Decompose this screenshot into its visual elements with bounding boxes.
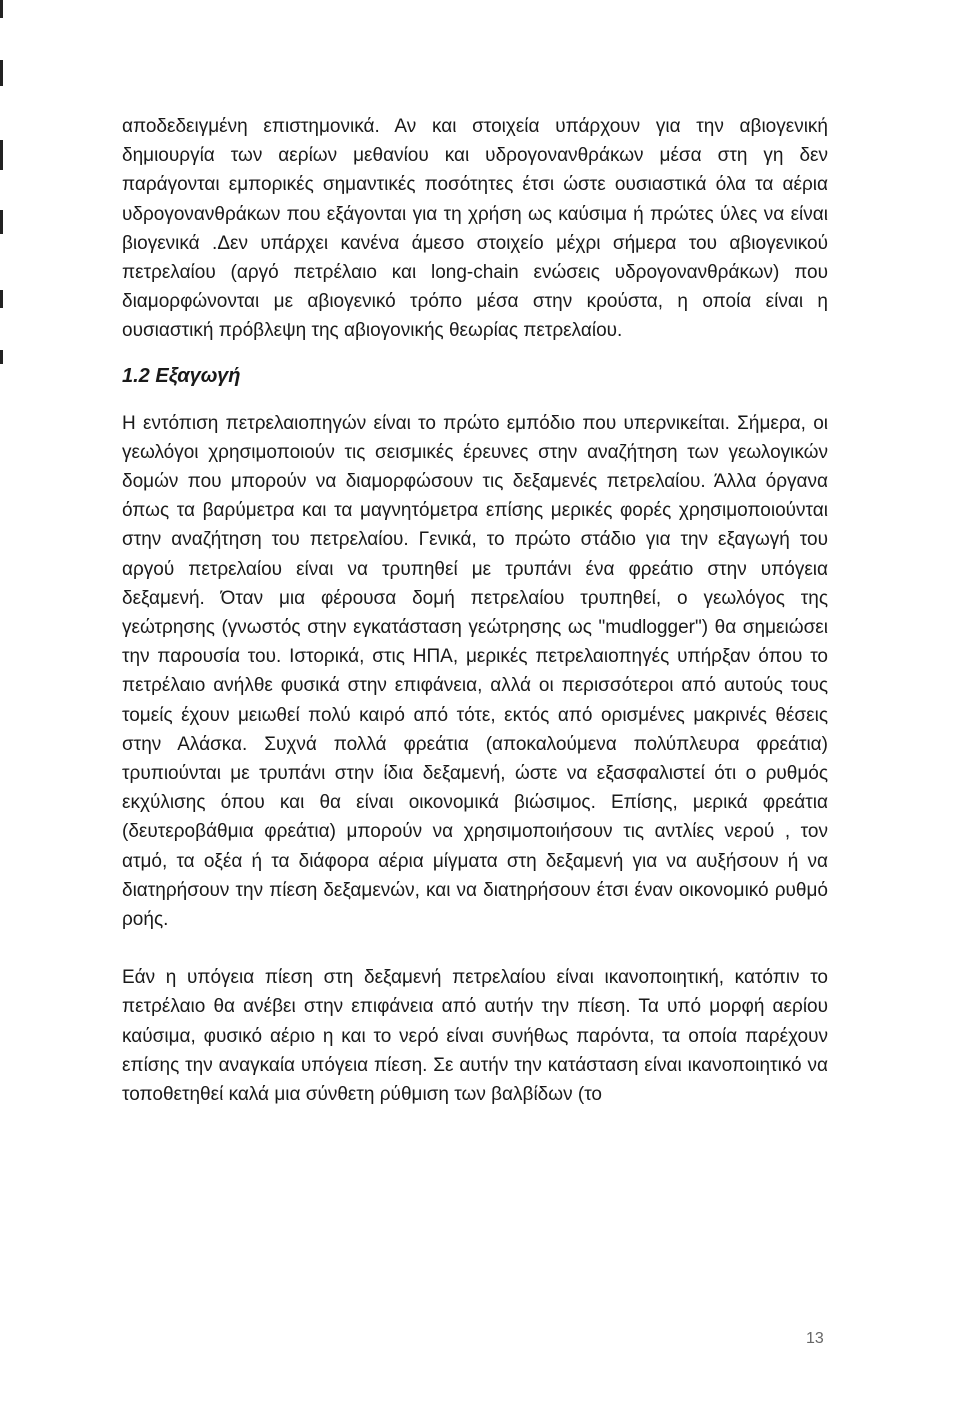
scan-edge-mark	[0, 210, 3, 234]
scan-edge-mark	[0, 0, 3, 18]
page-number: 13	[806, 1330, 824, 1347]
paragraph-spacer	[122, 934, 828, 963]
scan-edge-mark	[0, 350, 3, 364]
section-heading: 1.2 Εξαγωγή	[122, 364, 241, 387]
scan-edge-mark	[0, 60, 3, 86]
document-body	[122, 112, 828, 1109]
paragraph: αποδεδειγμένη επιστημονικά. Αν και στοιχεία υπάρχουν για την αβιογενική δημιουργία των αερίων μεθανίου και υδρογονανθράκων μέσα στη γη δεν παράγονται εμπορικές σημαντικές ποσότητες έτσι ώστε ουσιαστικά όλα τα αέρια υδρογονανθράκων που εξάγονται για τη χρήση ως καύσιμα ή πρώτες ύλες να είναι βιογενικά .Δεν υπάρχει κανένα άμεσο στοιχείο μέχρι σήμερα του αβιογενικού πετρελαίου (αργό πετρέλαιο και long-chain ενώσεις υδρογονανθράκων) που διαμορφώνονται με αβιογενικό τρόπο μέσα στην κρούστα, η οποία είναι η ουσιαστική πρόβλεψη της αβιογονικής θεωρίας πετρελαίου.	[122, 116, 828, 342]
scan-edge-mark	[0, 290, 3, 308]
paragraph: Η εντόπιση πετρελαιοπηγών είναι το πρώτο εμπόδιο που υπερνικείται. Σήμερα, οι γεωλόγοι χρησιμοποιούν τις σεισμικές έρευνες στην αναζήτηση των γεωλογικών δομών που μπορούν να διαμορφώσουν τις δεξαμενές πετρελαίου. Άλλα όργανα όπως τα βαρύμετρα και τα μαγνητόμετρα επίσης μερικές φορές χρησιμοποιούνται στην αναζήτηση του πετρελαίου. Γενικά, το πρώτο στάδιο για την εξαγωγή του αργού πετρελαίου είναι να τρυπηθεί με τρυπάνι ένα φρεάτιο στην υπόγεια δεξαμενή. Όταν μια φέρουσα δομή πετρελαίου τρυπηθεί, ο γεωλόγος της γεώτρησης (γνωστός στην εγκατάσταση γεώτρησης ως "mudlogger") θα σημειώσει την παρουσία του. Ιστορικά, στις ΗΠΑ, μερικές πετρελαιοπηγές υπήρξαν όπου το πετρέλαιο ανήλθε φυσικά στην επιφάνεια, αλλά οι περισσότεροι από αυτούς τους τομείς έχουν μειωθεί πολύ καιρό από τότε, εκτός από ορισμένες μακρινές θέσεις στην Αλάσκα. Συχνά πολλά φρεάτια (αποκαλούμενα πολύπλευρα φρεάτια) τρυπιούνται με τρυπάνι στην ίδια δεξαμενή, ώστε να εξασφαλιστεί ότι ο ρυθμός εκχύλισης όπου και θα είναι οικονομικά βιώσιμος. Επίσης, μερικά φρεάτια (δευτεροβάθμια φρεάτια) μπορούν να χρησιμοποιήσουν τις αντλίες νερού , τον ατμό, τα οξέα ή τα διάφορα αέρια μίγματα στη δεξαμενή για να αυξήσουν ή να διατηρήσουν την πίεση δεξαμενών, και να διατηρήσουν έτσι έναν οικονομικό ρυθμό ροής.	[122, 412, 828, 931]
paragraph: Εάν η υπόγεια πίεση στη δεξαμενή πετρελαίου είναι ικανοποιητική, κατόπιν το πετρέλαιο θα ανέβει στην επιφάνεια από αυτήν την πίεση. Τα υπό μορφή αερίου καύσιμα, φυσικό αέριο η και το νερό είναι συνήθως παρόντα, τα οποία παρέχουν επίσης την αναγκαία υπόγεια πίεση. Σε αυτήν την κατάσταση είναι ικανοποιητικό να τοποθετηθεί καλά μια σύνθετη ρύθμιση των βαλβίδων (το	[122, 967, 828, 1106]
scan-edge-mark	[0, 140, 3, 170]
